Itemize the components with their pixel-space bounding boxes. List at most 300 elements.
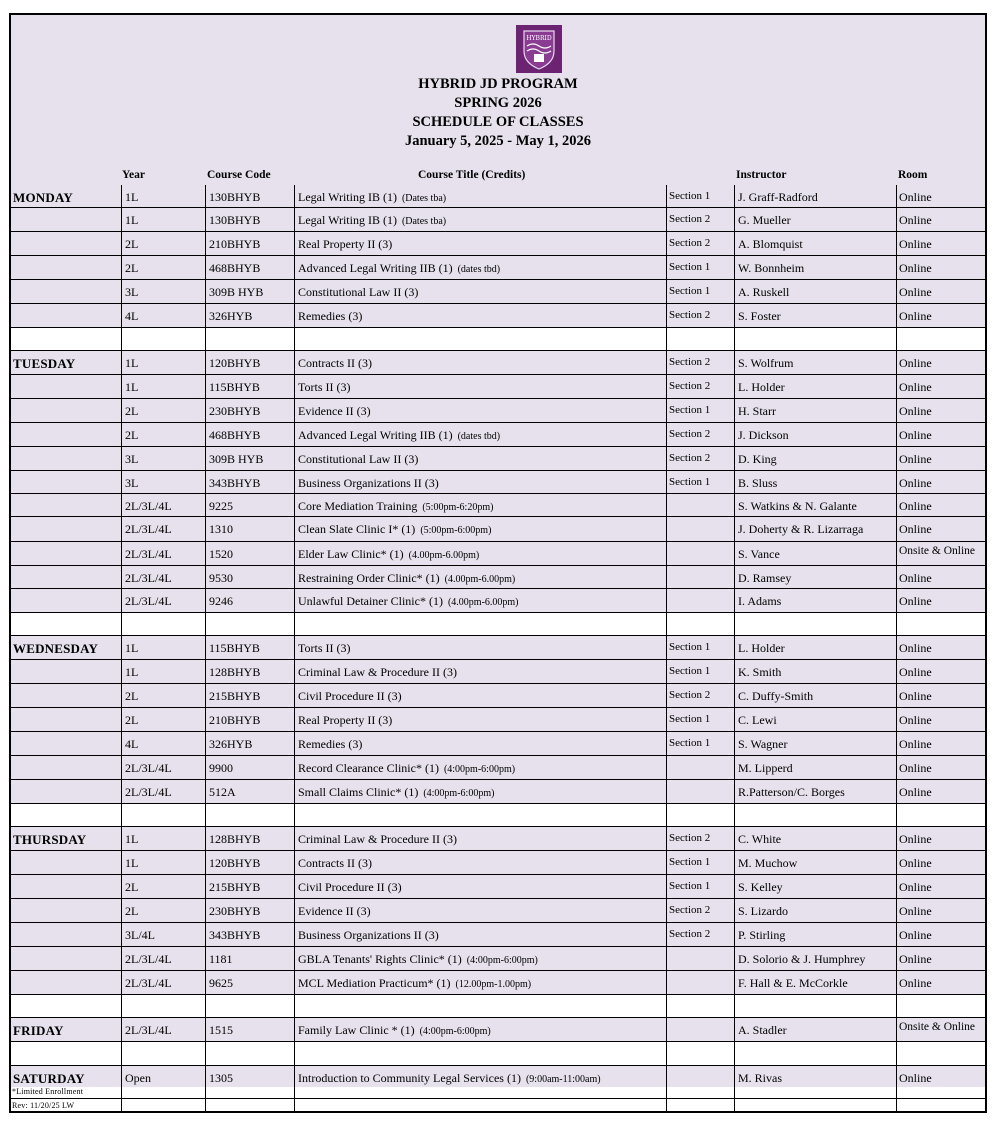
day-cell [11, 756, 121, 779]
year-cell: 4L [121, 304, 205, 327]
section-cell: Section 1 [666, 399, 734, 422]
instructor-cell: I. Adams [734, 589, 896, 612]
day-cell [11, 780, 121, 803]
course-code-cell: 343BHYB [205, 471, 294, 493]
schedule-row [11, 399, 985, 423]
room-cell: Onsite & Online [896, 542, 985, 565]
course-title-cell [294, 899, 666, 922]
course-time-note: (Dates tba) [401, 193, 447, 204]
section-cell: Section 2 [666, 351, 734, 374]
room-cell [896, 1042, 985, 1065]
footer-row [11, 1087, 985, 1099]
course-title-cell [294, 1066, 666, 1087]
instructor-cell: R.Patterson/C. Borges [734, 780, 896, 803]
course-code-cell: 130BHYB [205, 208, 294, 231]
room-cell: Online [896, 232, 985, 255]
schedule-row [11, 684, 985, 708]
course-code-cell: 230BHYB [205, 399, 294, 422]
day-cell [11, 708, 121, 731]
room-cell: Online [896, 756, 985, 779]
course-title: GBLA Tenants' Rights Clinic* (1) [298, 952, 462, 966]
section-cell: Section 2 [666, 208, 734, 231]
instructor-cell: S. Wagner [734, 732, 896, 755]
year-cell: 2L/3L/4L [121, 1018, 205, 1041]
course-title: Business Organizations II (3) [298, 476, 439, 490]
section-cell: Section 1 [666, 636, 734, 659]
course-code-cell [205, 995, 294, 1017]
course-title: Business Organizations II (3) [298, 928, 439, 942]
day-cell [11, 423, 121, 446]
room-cell [896, 804, 985, 826]
course-time-note: (dates tbd) [457, 264, 501, 275]
course-time-note: (4:00pm-6:00pm) [443, 764, 516, 775]
course-title-cell [294, 1042, 666, 1065]
course-title: Restraining Order Clinic* (1) [298, 571, 440, 585]
room-cell [896, 328, 985, 350]
course-title: Criminal Law & Procedure II (3) [298, 665, 457, 679]
schedule-row [11, 304, 985, 328]
schedule-row [11, 589, 985, 613]
course-code-cell: 9246 [205, 589, 294, 612]
year-cell [121, 995, 205, 1017]
course-title-cell [294, 732, 666, 755]
course-title: Evidence II (3) [298, 404, 371, 418]
day-cell [11, 256, 121, 279]
instructor-cell: C. White [734, 827, 896, 850]
schedule-row [11, 756, 985, 780]
instructor-cell: S. Kelley [734, 875, 896, 898]
day-cell: TUESDAY [13, 356, 76, 371]
year-cell: 2L [121, 875, 205, 898]
room-cell: Online [896, 256, 985, 279]
instructor-cell [734, 328, 896, 350]
section-cell: Section 1 [666, 708, 734, 731]
year-cell [121, 328, 205, 350]
section-cell [666, 1018, 734, 1041]
year-cell [121, 613, 205, 635]
day-cell: FRIDAY [13, 1023, 64, 1038]
schedule-row [11, 780, 985, 804]
course-title: Legal Writing IB (1) [298, 213, 397, 227]
instructor-cell: A. Ruskell [734, 280, 896, 303]
course-code-cell: 326HYB [205, 304, 294, 327]
footer-row [11, 1099, 985, 1112]
col-course-code: Course Code [207, 169, 271, 181]
section-cell: Section 2 [666, 304, 734, 327]
room-cell: Online [896, 375, 985, 398]
course-title-cell [294, 328, 666, 350]
section-cell [666, 517, 734, 541]
course-time-note: (4:00pm-6:00pm) [419, 1026, 491, 1037]
footer [11, 1087, 985, 1111]
day-cell [11, 399, 121, 422]
day-cell [11, 684, 121, 707]
course-title-cell [294, 827, 666, 850]
course-title-cell [294, 494, 666, 516]
year-cell: 3L/4L [121, 923, 205, 946]
section-cell: Section 1 [666, 471, 734, 493]
schedule-row [11, 851, 985, 875]
instructor-cell: G. Mueller [734, 208, 896, 231]
year-cell: 1L [121, 351, 205, 374]
course-code-cell: 230BHYB [205, 899, 294, 922]
course-code-cell: 210BHYB [205, 232, 294, 255]
instructor-cell: J. Graff-Radford [734, 185, 896, 207]
course-title-cell [294, 851, 666, 874]
schedule-title: SCHEDULE OF CLASSES [412, 114, 584, 130]
course-title-cell [294, 185, 666, 207]
day-cell [11, 208, 121, 231]
section-cell: Section 2 [666, 375, 734, 398]
revision-note: Rev: 11/20/25 LW [12, 1101, 75, 1110]
course-code-cell: 1181 [205, 947, 294, 970]
hybrid-logo-icon [516, 25, 562, 73]
year-cell: 1L [121, 375, 205, 398]
instructor-cell: S. Lizardo [734, 899, 896, 922]
year-cell: 2L/3L/4L [121, 947, 205, 970]
year-cell: 2L/3L/4L [121, 971, 205, 994]
course-title: Criminal Law & Procedure II (3) [298, 832, 457, 846]
course-title: Contracts II (3) [298, 356, 372, 370]
room-cell: Online [896, 684, 985, 707]
instructor-cell: M. Lipperd [734, 756, 896, 779]
schedule-row [11, 256, 985, 280]
year-cell: 2L [121, 684, 205, 707]
room-cell: Online [896, 494, 985, 516]
year-cell: 3L [121, 471, 205, 493]
year-cell [121, 804, 205, 826]
schedule-table [11, 185, 985, 1088]
instructor-cell: H. Starr [734, 399, 896, 422]
year-cell: 2L/3L/4L [121, 756, 205, 779]
schedule-row [11, 232, 985, 256]
room-cell: Online [896, 875, 985, 898]
course-title: Real Property II (3) [298, 713, 393, 727]
program-title: HYBRID JD PROGRAM [418, 76, 578, 92]
course-code-cell: 115BHYB [205, 375, 294, 398]
instructor-cell: M. Rivas [734, 1066, 896, 1087]
instructor-cell: D. Solorio & J. Humphrey [734, 947, 896, 970]
instructor-cell: D. Ramsey [734, 566, 896, 588]
year-cell: 1L [121, 208, 205, 231]
instructor-cell: S. Watkins & N. Galante [734, 494, 896, 516]
course-code-cell [205, 613, 294, 635]
course-title-cell [294, 613, 666, 635]
room-cell: Online [896, 304, 985, 327]
course-title: Elder Law Clinic* (1) [298, 547, 404, 561]
day-cell [11, 971, 121, 994]
course-code-cell: 9900 [205, 756, 294, 779]
schedule-row [11, 471, 985, 494]
year-cell: 3L [121, 447, 205, 470]
room-cell [896, 995, 985, 1017]
course-time-note: (4.00pm-6.00pm) [408, 550, 480, 561]
day-cell [11, 732, 121, 755]
instructor-cell [734, 613, 896, 635]
course-time-note: (4:00pm-6:00pm) [423, 788, 495, 799]
course-title-cell [294, 636, 666, 659]
course-code-cell: 120BHYB [205, 351, 294, 374]
course-code-cell: 128BHYB [205, 827, 294, 850]
room-cell: Online [896, 1066, 985, 1087]
room-cell: Online [896, 708, 985, 731]
year-cell: 2L [121, 399, 205, 422]
course-code-cell: 130BHYB [205, 185, 294, 207]
room-cell: Online [896, 566, 985, 588]
section-cell: Section 2 [666, 827, 734, 850]
course-title-cell [294, 517, 666, 541]
room-cell: Online [896, 923, 985, 946]
room-cell: Online [896, 947, 985, 970]
section-cell: Section 1 [666, 851, 734, 874]
room-cell: Online [896, 399, 985, 422]
instructor-cell: A. Stadler [734, 1018, 896, 1041]
day-cell [11, 375, 121, 398]
course-code-cell: 343BHYB [205, 923, 294, 946]
course-title-cell [294, 804, 666, 826]
section-cell: Section 2 [666, 447, 734, 470]
course-time-note: (5:00pm-6:00pm) [420, 525, 492, 536]
course-title-cell [294, 589, 666, 612]
course-title: Advanced Legal Writing IIB (1) [298, 428, 453, 442]
spacer-row [11, 804, 985, 827]
year-cell: 2L/3L/4L [121, 589, 205, 612]
schedule-row [11, 208, 985, 232]
instructor-cell: S. Vance [734, 542, 896, 565]
course-code-cell: 1520 [205, 542, 294, 565]
year-cell: 1L [121, 185, 205, 207]
course-title-cell [294, 447, 666, 470]
section-cell: Section 2 [666, 923, 734, 946]
instructor-cell: S. Wolfrum [734, 351, 896, 374]
section-cell: Section 1 [666, 256, 734, 279]
course-code-cell: 128BHYB [205, 660, 294, 683]
schedule-row [11, 375, 985, 399]
day-cell: THURSDAY [13, 832, 87, 847]
course-title: Evidence II (3) [298, 904, 371, 918]
year-cell: 3L [121, 280, 205, 303]
schedule-row [11, 517, 985, 542]
room-cell: Online [896, 423, 985, 446]
section-cell: Section 2 [666, 232, 734, 255]
section-cell: Section 2 [666, 684, 734, 707]
course-title-cell [294, 971, 666, 994]
instructor-cell: C. Lewi [734, 708, 896, 731]
course-title: Core Mediation Training [298, 499, 418, 513]
section-cell [666, 971, 734, 994]
course-title: Torts II (3) [298, 380, 351, 394]
room-cell: Onsite & Online [896, 1018, 985, 1041]
room-cell: Online [896, 899, 985, 922]
room-cell: Online [896, 827, 985, 850]
date-range: January 5, 2025 - May 1, 2026 [404, 133, 592, 149]
instructor-cell: F. Hall & E. McCorkle [734, 971, 896, 994]
instructor-cell: B. Sluss [734, 471, 896, 493]
year-cell: 2L/3L/4L [121, 566, 205, 588]
instructor-cell: J. Doherty & R. Lizarraga [734, 517, 896, 541]
section-cell [666, 947, 734, 970]
year-cell: 2L [121, 256, 205, 279]
course-code-cell: 120BHYB [205, 851, 294, 874]
room-cell: Online [896, 589, 985, 612]
course-title: Legal Writing IB (1) [298, 190, 397, 204]
year-cell: 2L/3L/4L [121, 542, 205, 565]
day-cell [11, 304, 121, 327]
course-title-cell [294, 995, 666, 1017]
section-cell: Section 1 [666, 280, 734, 303]
course-code-cell: 309B HYB [205, 280, 294, 303]
course-title: Civil Procedure II (3) [298, 880, 402, 894]
schedule-row [11, 494, 985, 517]
section-cell: Section 1 [666, 875, 734, 898]
course-title-cell [294, 351, 666, 374]
course-title: Remedies (3) [298, 309, 363, 323]
schedule-sheet [9, 13, 987, 1113]
spacer-row [11, 613, 985, 636]
instructor-cell: C. Duffy-Smith [734, 684, 896, 707]
course-code-cell [205, 1042, 294, 1065]
year-cell [121, 1042, 205, 1065]
spacer-row [11, 995, 985, 1018]
room-cell: Online [896, 517, 985, 541]
course-time-note: (4.00pm-6.00pm) [444, 574, 516, 585]
day-cell [11, 494, 121, 516]
course-title: Constitutional Law II (3) [298, 285, 419, 299]
course-title: MCL Mediation Practicum* (1) [298, 976, 451, 990]
section-cell [666, 613, 734, 635]
instructor-cell: S. Foster [734, 304, 896, 327]
section-cell: Section 1 [666, 732, 734, 755]
course-title: Remedies (3) [298, 737, 363, 751]
course-code-cell: 9225 [205, 494, 294, 516]
section-cell [666, 804, 734, 826]
room-cell: Online [896, 447, 985, 470]
day-cell [11, 517, 121, 541]
spacer-row [11, 328, 985, 351]
section-cell [666, 328, 734, 350]
year-cell: 1L [121, 660, 205, 683]
course-title: Contracts II (3) [298, 856, 372, 870]
schedule-row [11, 1018, 985, 1042]
day-cell [11, 1042, 121, 1065]
year-cell: 4L [121, 732, 205, 755]
course-title-cell [294, 304, 666, 327]
course-time-note: (9:00am-11:00am) [525, 1074, 601, 1085]
schedule-row [11, 923, 985, 947]
year-cell: 2L/3L/4L [121, 780, 205, 803]
section-cell [666, 494, 734, 516]
schedule-row [11, 827, 985, 851]
course-time-note: (5:00pm-6:20pm) [422, 502, 494, 513]
col-instructor: Instructor [736, 169, 787, 181]
schedule-row [11, 660, 985, 684]
course-title-cell [294, 232, 666, 255]
course-code-cell: 1515 [205, 1018, 294, 1041]
course-title-cell [294, 208, 666, 231]
course-title-cell [294, 947, 666, 970]
course-title: Clean Slate Clinic I* (1) [298, 522, 416, 536]
course-title: Real Property II (3) [298, 237, 393, 251]
room-cell: Online [896, 351, 985, 374]
instructor-cell: A. Blomquist [734, 232, 896, 255]
course-title-cell [294, 375, 666, 398]
instructor-cell: P. Stirling [734, 923, 896, 946]
col-room: Room [898, 169, 928, 181]
course-title: Constitutional Law II (3) [298, 452, 419, 466]
course-title-cell [294, 756, 666, 779]
course-title-cell [294, 1018, 666, 1041]
schedule-row [11, 351, 985, 375]
course-code-cell: 1305 [205, 1066, 294, 1087]
day-cell [11, 232, 121, 255]
day-cell [11, 280, 121, 303]
year-cell: 1L [121, 636, 205, 659]
section-cell [666, 566, 734, 588]
room-cell: Online [896, 660, 985, 683]
course-title-cell [294, 708, 666, 731]
course-title-cell [294, 471, 666, 493]
course-time-note: (4:00pm-6:00pm) [466, 955, 538, 966]
year-cell: 2L [121, 708, 205, 731]
col-course-title: Course Title (Credits) [418, 169, 526, 181]
section-cell [666, 1042, 734, 1065]
section-cell [666, 1066, 734, 1087]
course-time-note: (Dates tba) [401, 216, 447, 227]
section-cell [666, 589, 734, 612]
course-code-cell: 468BHYB [205, 423, 294, 446]
course-code-cell: 326HYB [205, 732, 294, 755]
room-cell: Online [896, 471, 985, 493]
course-title: Family Law Clinic * (1) [298, 1023, 415, 1037]
course-title-cell [294, 660, 666, 683]
course-title: Introduction to Community Legal Services (1) [298, 1071, 521, 1085]
course-title-cell [294, 280, 666, 303]
course-title: Record Clearance Clinic* (1) [298, 761, 439, 775]
instructor-cell: K. Smith [734, 660, 896, 683]
schedule-row [11, 447, 985, 471]
schedule-row [11, 875, 985, 899]
schedule-row [11, 899, 985, 923]
year-cell: 2L [121, 423, 205, 446]
section-cell [666, 780, 734, 803]
instructor-cell: D. King [734, 447, 896, 470]
section-cell [666, 756, 734, 779]
day-cell [11, 589, 121, 612]
room-cell: Online [896, 851, 985, 874]
course-title-cell [294, 923, 666, 946]
year-cell: 1L [121, 851, 205, 874]
day-cell [11, 851, 121, 874]
term-title: SPRING 2026 [454, 95, 542, 111]
course-code-cell: 468BHYB [205, 256, 294, 279]
course-code-cell: 9530 [205, 566, 294, 588]
instructor-cell: L. Holder [734, 636, 896, 659]
section-cell [666, 542, 734, 565]
course-title-cell [294, 423, 666, 446]
room-cell: Online [896, 185, 985, 207]
instructor-cell [734, 995, 896, 1017]
course-title-cell [294, 684, 666, 707]
schedule-row [11, 542, 985, 566]
course-title: Unlawful Detainer Clinic* (1) [298, 594, 443, 608]
course-code-cell: 512A [205, 780, 294, 803]
course-code-cell: 309B HYB [205, 447, 294, 470]
day-cell: SATURDAY [13, 1071, 85, 1086]
course-code-cell: 215BHYB [205, 684, 294, 707]
course-title: Small Claims Clinic* (1) [298, 785, 419, 799]
course-time-note: (4.00pm-6.00pm) [447, 597, 519, 608]
day-cell [11, 899, 121, 922]
